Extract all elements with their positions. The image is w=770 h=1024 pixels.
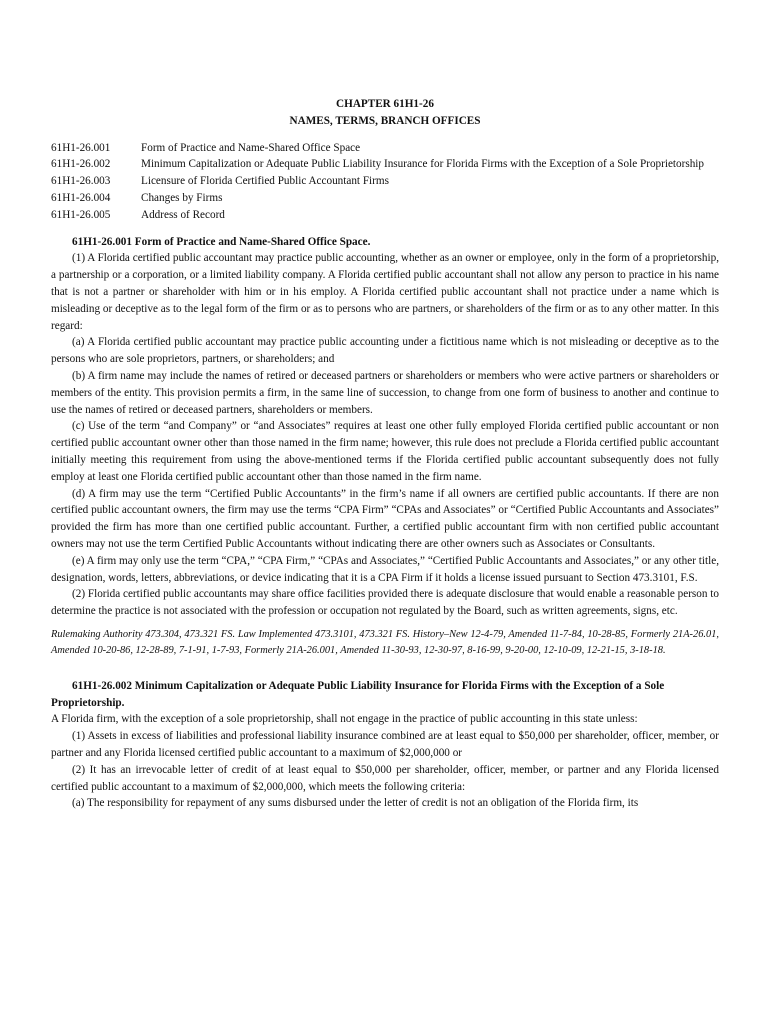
rule-paragraph: (1) A Florida certified public accountant may practice public accounting, whether as an owner or employee, only in the form of a proprietorship, a partnership or a corporation, or a limited liability company. A Florida certified public accountant shall not allow any person to practice in his name that is not a partner or shareholder with him or in his employ. A Florida certified public accountant shall not practice under a name which is misleading or deceptive as to the legal form of the firm or as to persons who are partners, or shareholders of the firm or as to any other matter. In this regard: [51, 252, 719, 332]
toc-row [51, 140, 719, 157]
chapter-subtitle: NAMES, TERMS, BRANCH OFFICES [289, 114, 481, 127]
rule-paragraph: (2) It has an irrevocable letter of credit of at least equal to $50,000 per shareholder, officer, member, or partner and any Florida licensed certified public accountant to a maximum of $2,000,000, which meets the following criteria: [51, 763, 719, 793]
toc-number: 61H1-26.002 [51, 158, 111, 171]
rule-paragraph: (a) A Florida certified public accountant may practice public accounting under a fictitious name which is not misleading or deceptive as to the persons who are sole proprietors, partners, or shareholders; and [51, 336, 719, 366]
toc-number: 61H1-26.005 [51, 208, 111, 221]
toc-number: 61H1-26.001 [51, 141, 111, 154]
table-of-contents [51, 140, 719, 224]
rule-paragraph: (2) Florida certified public accountants may share office facilities provided there is adequate disclosure that would enable a reasonable person to determine the practice is not associated with the profession or occupation not regulated by the Board, such as written agreements, signs, etc. [51, 588, 719, 618]
rule-paragraph: (d) A firm may use the term “Certified Public Accountants” in the firm’s name if all owners are certified public accountants. If there are non certified public accountant owners, the firm may use the terms “CPA Firm” “CPAs and Associates” or “Certified Public Accountants and Associates” provided the firm has more than one certified public accountant. Further, a certified public accountant firm with non certified public accountant owners may not use the term Certified Public Accountants without indicating there are other owners such as Associates or Consultants. [51, 487, 719, 550]
toc-title: Changes by Firms [141, 191, 223, 204]
rule-paragraph: (e) A firm may only use the term “CPA,” “CPA Firm,” “CPAs and Associates,” “Certified Public Accountants and Associates,” or any other title, designation, words, letters, abbreviations, or device indicating that it is a CPA Firm if it holds a license issued pursuant to Section 473.3101, F.S. [51, 554, 719, 584]
toc-row [51, 156, 719, 173]
chapter-title: CHAPTER 61H1-26 [336, 98, 434, 110]
toc-number: 61H1-26.003 [51, 175, 111, 188]
section-heading: 61H1-26.002 Minimum Capitalization or Adequate Public Liability Insurance for Florida Firms with the Exception of a Sole Proprietorship. [51, 679, 665, 709]
section-heading: 61H1-26.001 Form of Practice and Name-Shared Office Space. [72, 235, 371, 248]
toc-title: Licensure of Florida Certified Public Accountant Firms [141, 175, 389, 188]
rule-intro: A Florida firm, with the exception of a sole proprietorship, shall not engage in the practice of public accounting in this state unless: [51, 713, 638, 726]
rule-paragraph: (b) A firm name may include the names of retired or deceased partners or shareholders or members who were active partners or shareholders or members of the entity. This provision permits a firm, in the same line of succession, to change from one form of business to another and continue to use the names of retired or deceased partners, shareholders or members. [51, 369, 719, 416]
rule-paragraph: (1) Assets in excess of liabilities and professional liability insurance combined are at least equal to $50,000 per shareholder, officer, member, or partner and any Florida licensed certified public accountant to a maximum of $2,000,000 or [51, 730, 719, 759]
rule-history: Rulemaking Authority 473.304, 473.321 FS. Law Implemented 473.3101, 473.321 FS. History–New 12-4-79, Amended 11-7-84, 10-28-85, Formerly 21A-26.01, Amended 10-20-86, 12-28-89, 7-1-91, 1-7-93, Formerly 21A-26.001, Amended 11-30-93, 12-30-97, 8-16-99, 9-20-00, 12-10-09, 12-21-15, 3-18-18. [51, 628, 719, 657]
toc-number: 61H1-26.004 [51, 191, 111, 204]
toc-title: Address of Record [141, 208, 225, 221]
toc-row [51, 173, 719, 190]
toc-row [51, 190, 719, 207]
rule-paragraph: (a) The responsibility for repayment of any sums disbursed under the letter of credit is not an obligation of the Florida firm, its [72, 797, 639, 810]
toc-title: Minimum Capitalization or Adequate Public Liability Insurance for Florida Firms with the Exception of a Sole Proprietorship [141, 158, 705, 171]
rule-paragraph: (c) Use of the term “and Company” or “and Associates” requires at least one other fully employed Florida certified public accountant or non certified public accountant owner other than those named in the firm name; however, this rule does not preclude a Florida certified public accountant initially meeting this requirement from using the above-mentioned terms if the Florida certified public accountant subsequently does not fully employ at least one Florida certified public accountant other than those named in the firm name. [51, 420, 719, 483]
toc-title: Form of Practice and Name-Shared Office Space [141, 141, 361, 154]
toc-row [51, 207, 719, 224]
